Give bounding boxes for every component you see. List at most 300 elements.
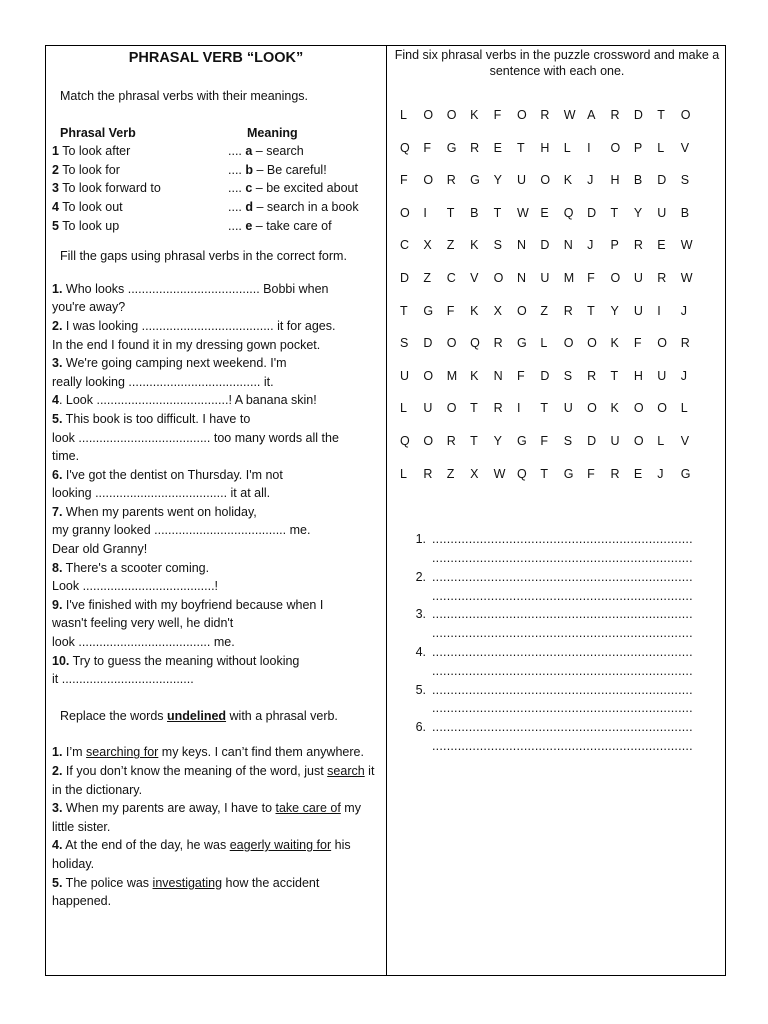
meaning-letter: c [245, 181, 253, 196]
grid-row [392, 295, 722, 328]
grid-letter: D [633, 108, 643, 122]
grid-letter: X [493, 303, 502, 318]
grid-letter: G [680, 466, 691, 481]
table-row [52, 179, 380, 198]
grid-letter: T [540, 466, 548, 481]
meaning-cell [228, 179, 380, 198]
grid-letter: F [540, 433, 548, 448]
grid-letter: K [470, 108, 479, 122]
grid-letter: O [587, 401, 597, 416]
meaning-text: – search [252, 144, 304, 159]
grid-letter: G [470, 173, 480, 188]
grid-row [392, 262, 722, 295]
underlined-phrase: searching for [86, 745, 159, 760]
grid-letter: G [563, 466, 574, 481]
answer-line [392, 587, 722, 606]
phrasal-verb-cell [52, 198, 228, 217]
sentence-line [52, 614, 380, 633]
list-item [52, 836, 380, 873]
answer-line [392, 530, 722, 549]
sentence-number: 6. [52, 467, 63, 482]
meaning-cell [228, 161, 380, 180]
answer-number: 6. [415, 720, 426, 735]
meaning-letter: d [245, 199, 254, 214]
grid-letter: L [657, 433, 665, 448]
grid-letter: L [540, 336, 548, 351]
grid-letter: O [610, 140, 621, 155]
sentence-line [52, 317, 380, 336]
answer-line [392, 681, 722, 700]
grid-letter: R [446, 433, 456, 448]
list-item [52, 317, 380, 354]
answer-number: 1. [415, 532, 426, 547]
sentence-line [52, 410, 380, 429]
grid-row [392, 99, 722, 132]
list-item [52, 354, 380, 391]
grid-letter: P [610, 238, 619, 253]
grid-letter: T [610, 205, 619, 220]
grid-letter: T [657, 108, 665, 122]
grid-letter: H [610, 173, 620, 188]
sentence-number: 2. [52, 318, 63, 333]
table-header [52, 124, 380, 143]
verb-text: To look for [58, 162, 120, 177]
sentence-text-pre: When my parents are away, I have to [62, 801, 276, 816]
sentence-text: When my parents went on holiday, [62, 504, 257, 519]
replace-instruction-before: Replace the words [60, 708, 168, 723]
answer-dots: ....................................................................... [432, 569, 693, 584]
answer-dots: ....................................................................... [432, 682, 693, 697]
meaning-dots: .... [228, 199, 246, 214]
grid-letter: K [563, 173, 573, 188]
replace-sentence-list [52, 743, 380, 910]
grid-letter: U [657, 368, 667, 383]
grid-letter: R [493, 401, 503, 416]
grid-row [392, 327, 722, 360]
grid-row [392, 392, 722, 425]
grid-letter: T [470, 433, 478, 448]
answer-number: 2. [415, 569, 426, 584]
list-item [52, 874, 380, 911]
grid-letter: W [563, 108, 576, 122]
sentence-text: Try to guess the meaning without looking [69, 653, 300, 668]
sentence-number: 3. [52, 356, 63, 371]
phrasal-verb-table [52, 124, 380, 236]
sentence-text-post: my little sister. [52, 801, 361, 834]
grid-letter: T [493, 205, 502, 220]
verb-number: 2 [52, 162, 59, 177]
grid-letter: X [470, 466, 479, 481]
grid-letter: Q [400, 433, 410, 448]
grid-letter: T [516, 140, 525, 155]
grid-letter: O [446, 108, 457, 122]
meaning-cell [228, 198, 380, 217]
grid-letter: G [446, 140, 457, 155]
grid-letter: K [470, 368, 479, 383]
grid-letter: K [610, 336, 619, 351]
grid-letter: F [587, 270, 595, 285]
table-row [52, 161, 380, 180]
grid-letter: T [610, 368, 619, 383]
answer-dots: ....................................................................... [432, 701, 693, 716]
answer-line [392, 718, 722, 737]
grid-letter: D [400, 270, 410, 285]
gap-sentence-list [52, 280, 380, 689]
phrasal-verb-cell [52, 142, 228, 161]
grid-letter: O [587, 336, 597, 351]
sentence-number: 8. [52, 560, 63, 575]
grid-letter: U [563, 401, 573, 416]
grid-letter: S [493, 238, 502, 253]
grid-letter: R [633, 238, 643, 253]
grid-letter: N [516, 238, 526, 253]
grid-letter: Y [493, 433, 502, 448]
grid-letter: L [563, 140, 571, 155]
phrasal-verb-cell [52, 161, 228, 180]
meaning-cell [228, 217, 380, 236]
list-item [52, 280, 380, 317]
list-item [52, 391, 380, 410]
meaning-dots: .... [228, 181, 246, 196]
grid-letter: C [400, 238, 410, 253]
grid-letter: U [423, 401, 433, 416]
worksheet-title: PHRASAL VERB “LOOK” [128, 50, 304, 66]
sentence-text: . Look ......................................! A banana skin! [58, 393, 317, 408]
answer-dots: ....................................................................... [432, 551, 693, 566]
grid-letter: L [680, 401, 688, 416]
list-item [52, 466, 380, 503]
grid-letter: P [633, 140, 643, 155]
sentence-text: In the end I found it in my dressing gown pocket. [52, 337, 321, 352]
sentence-line [52, 373, 380, 392]
underlined-phrase: eagerly waiting for [229, 838, 332, 853]
sentence-text: This book is too difficult. I have to [62, 411, 251, 426]
list-item [52, 652, 380, 689]
sentence-number: 1. [52, 281, 63, 296]
grid-letter: W [493, 466, 506, 481]
grid-letter: L [657, 140, 665, 155]
verb-number: 5 [52, 218, 59, 233]
answer-number: 5. [415, 682, 426, 697]
answer-number: 4. [415, 645, 426, 659]
sentence-line [52, 577, 380, 596]
grid-letter: F [423, 140, 432, 155]
grid-letter: Z [540, 303, 548, 318]
grid-letter: D [540, 238, 550, 253]
sentence-line [52, 484, 380, 503]
grid-row [392, 164, 722, 197]
grid-letter: U [610, 433, 620, 448]
sentence-text-post: his holiday. [52, 838, 351, 871]
grid-letter: O [516, 108, 527, 122]
verb-text: To look forward to [58, 181, 161, 196]
sentence-number: 4 [52, 393, 59, 408]
grid-letter: R [423, 466, 433, 481]
grid-letter: X [423, 238, 432, 253]
sentence-line [52, 633, 380, 652]
sentence-number: 7. [52, 504, 63, 519]
pairs-list [52, 142, 380, 235]
grid-letter: E [540, 205, 549, 220]
grid-letter: O [680, 108, 691, 122]
grid-letter: D [423, 336, 433, 351]
grid-letter: J [680, 368, 687, 383]
grid-letter: T [400, 303, 408, 318]
sentence-number: 9. [52, 597, 63, 612]
grid-letter: B [680, 205, 690, 220]
sentence-number: 1. [52, 745, 63, 760]
grid-letter: Z [423, 270, 432, 285]
grid-letter: O [423, 368, 434, 383]
grid-letter: T [446, 205, 455, 220]
list-item [52, 503, 380, 559]
grid-letter: O [563, 336, 574, 351]
table-row [52, 217, 380, 236]
meaning-dots: .... [228, 144, 246, 159]
sentence-line [52, 280, 380, 299]
sentence-number: 10. [52, 653, 70, 668]
grid-letter: Z [446, 238, 455, 253]
sentence-text: time. [52, 449, 80, 464]
sentence-text-pre: The police was [62, 875, 153, 890]
right-column [392, 47, 722, 756]
grid-letter: F [446, 303, 455, 318]
grid-letter: G [516, 433, 527, 448]
grid-letter: U [540, 270, 550, 285]
sentence-text: wasn't feeling very well, he didn't [52, 616, 234, 631]
grid-letter: W [680, 238, 693, 253]
grid-letter: S [680, 173, 690, 188]
grid-letter: E [633, 466, 643, 481]
sentence-text: looking ...................................... it at all. [52, 486, 271, 501]
grid-letter: Q [516, 466, 527, 481]
sentence-line [52, 670, 380, 689]
grid-letter: U [633, 303, 643, 318]
grid-letter: R [470, 140, 480, 155]
grid-letter: M [563, 270, 575, 285]
list-item [52, 762, 380, 799]
grid-letter: O [657, 401, 668, 416]
grid-letter: I [657, 303, 661, 318]
list-item [52, 596, 380, 652]
grid-letter: A [587, 108, 596, 122]
grid-letter: W [680, 270, 693, 285]
grid-letter: U [516, 173, 526, 188]
sentence-text: look ...................................... me. [52, 635, 235, 650]
sentence-number: 3. [52, 801, 63, 816]
list-item [52, 559, 380, 596]
sentence-line [52, 559, 380, 578]
grid-letter: R [587, 368, 597, 383]
grid-letter: D [587, 433, 597, 448]
sentence-text: I've got the dentist on Thursday. I'm not [62, 467, 283, 482]
word-search-grid [392, 99, 722, 490]
grid-row [392, 132, 722, 165]
answer-line [392, 568, 722, 587]
sentence-line [52, 391, 380, 410]
answer-dots: ....................................................................... [432, 645, 693, 659]
sentence-text: We're going camping next weekend. I'm [62, 356, 287, 371]
sentence-text: it ...................................... [52, 672, 194, 687]
sentence-text: my granny looked ...................................... me. [52, 523, 311, 538]
table-row [52, 142, 380, 161]
grid-letter: J [587, 173, 594, 188]
verb-text: To look out [58, 199, 123, 214]
left-column [52, 47, 380, 911]
grid-letter: O [493, 270, 504, 285]
verb-number: 4 [52, 199, 59, 214]
sentence-text: Look ......................................! [52, 579, 219, 594]
grid-letter: E [493, 140, 502, 155]
grid-letter: Q [470, 336, 480, 351]
underlined-phrase: search [327, 764, 365, 778]
grid-letter: S [400, 336, 409, 351]
sentence-line [52, 503, 380, 522]
table-row [52, 198, 380, 217]
answer-line [392, 699, 722, 718]
grid-letter: I [516, 401, 521, 416]
sentence-line [52, 354, 380, 373]
grid-letter: T [587, 303, 595, 318]
list-item [52, 410, 380, 466]
underlined-phrase: investigating [152, 875, 223, 890]
answer-dots: ....................................................................... [432, 738, 693, 753]
grid-letter: O [633, 433, 644, 448]
sentence-line [52, 540, 380, 559]
meaning-dots: .... [228, 162, 246, 177]
answer-number: 3. [415, 607, 426, 622]
grid-letter: V [680, 140, 690, 155]
underlined-phrase: take care of [275, 801, 341, 816]
sentence-line [52, 298, 380, 317]
meaning-text: – Be careful! [253, 162, 327, 177]
grid-letter: O [446, 336, 457, 351]
grid-letter: D [540, 368, 550, 383]
grid-letter: Z [446, 466, 455, 481]
sentence-text-pre: If you don’t know the meaning of the word, just [62, 764, 328, 778]
grid-letter: T [470, 401, 478, 416]
grid-letter: N [516, 270, 526, 285]
grid-letter: B [633, 173, 643, 188]
grid-letter: H [633, 368, 643, 383]
grid-letter: R [540, 108, 550, 122]
meaning-letter: b [245, 162, 254, 177]
sentence-text-post: it in the dictionary. [52, 764, 375, 797]
sentence-number: 2. [52, 764, 63, 778]
grid-letter: R [680, 336, 690, 351]
answer-dots: ....................................................................... [432, 663, 693, 678]
sentence-text: really looking ...................................... it. [52, 374, 274, 389]
answer-dots: ....................................................................... [432, 626, 693, 641]
grid-letter: O [540, 173, 551, 188]
sentence-line [52, 429, 380, 448]
sentence-text-pre: I’m [62, 745, 87, 760]
meaning-cell [228, 142, 380, 161]
grid-letter: O [423, 173, 434, 188]
grid-letter: U [400, 368, 410, 383]
grid-letter: O [516, 303, 527, 318]
grid-letter: O [423, 433, 434, 448]
phrasal-verb-cell [52, 217, 228, 236]
grid-letter: F [493, 108, 502, 122]
grid-letter: R [657, 270, 667, 285]
answer-line [392, 605, 722, 624]
replace-instruction-after: with a phrasal verb. [226, 708, 338, 723]
list-item [52, 743, 380, 762]
grid-letter: R [446, 173, 456, 188]
answer-dots: ....................................................................... [432, 532, 693, 547]
grid-letter: U [657, 205, 667, 220]
grid-letter: S [563, 368, 573, 383]
verb-text: To look after [58, 144, 131, 159]
grid-letter: B [470, 205, 479, 220]
verb-number: 1 [52, 144, 59, 159]
grid-letter: O [423, 108, 434, 122]
grid-letter: O [446, 401, 457, 416]
grid-letter: Q [400, 140, 410, 155]
grid-letter: L [400, 401, 407, 416]
sentence-number: 5. [52, 875, 63, 890]
grid-letter: W [516, 205, 529, 220]
grid-letter: V [680, 433, 690, 448]
grid-letter: F [587, 466, 595, 481]
grid-letter: J [587, 238, 594, 253]
grid-letter: R [610, 466, 620, 481]
grid-row [392, 425, 722, 458]
sentence-line [52, 521, 380, 540]
grid-row [392, 229, 722, 262]
list-item [52, 799, 380, 836]
grid-letter: G [423, 303, 434, 318]
header-meaning: Meaning [247, 125, 298, 140]
sentence-text: look ...................................... too many words all the [52, 430, 339, 445]
grid-letter: O [610, 270, 621, 285]
grid-letter: S [563, 433, 573, 448]
grid-letter: I [423, 205, 427, 220]
grid-letter: Q [563, 205, 574, 220]
sentence-text: you're away? [52, 300, 126, 315]
answer-line [392, 662, 722, 681]
grid-letter: C [446, 270, 456, 285]
verb-text: To look up [58, 218, 120, 233]
grid-letter: O [633, 401, 644, 416]
grid-letter: N [563, 238, 573, 253]
grid-letter: V [470, 270, 479, 285]
grid-letter: K [610, 401, 619, 416]
sentence-number: 4. [52, 838, 63, 853]
grid-letter: D [657, 173, 667, 188]
grid-letter: J [657, 466, 664, 481]
grid-letter: D [587, 205, 597, 220]
sentence-number: 5. [52, 411, 63, 426]
sentence-line [52, 596, 380, 615]
grid-letter: R [563, 303, 573, 318]
grid-letter: G [516, 336, 527, 351]
sentence-text: There's a scooter coming. [62, 560, 210, 575]
grid-letter: Y [493, 173, 502, 188]
grid-letter: F [516, 368, 525, 383]
grid-row [392, 360, 722, 393]
grid-letter: J [680, 303, 687, 318]
grid-letter: L [400, 466, 407, 481]
sentence-text: I've finished with my boyfriend because when I [62, 597, 324, 612]
grid-letter: F [633, 336, 642, 351]
answer-line [392, 624, 722, 643]
meaning-dots: .... [228, 218, 246, 233]
grid-letter: K [470, 238, 479, 253]
grid-letter: Y [610, 303, 619, 318]
sentence-text-pre: At the end of the day, he was [62, 838, 230, 853]
